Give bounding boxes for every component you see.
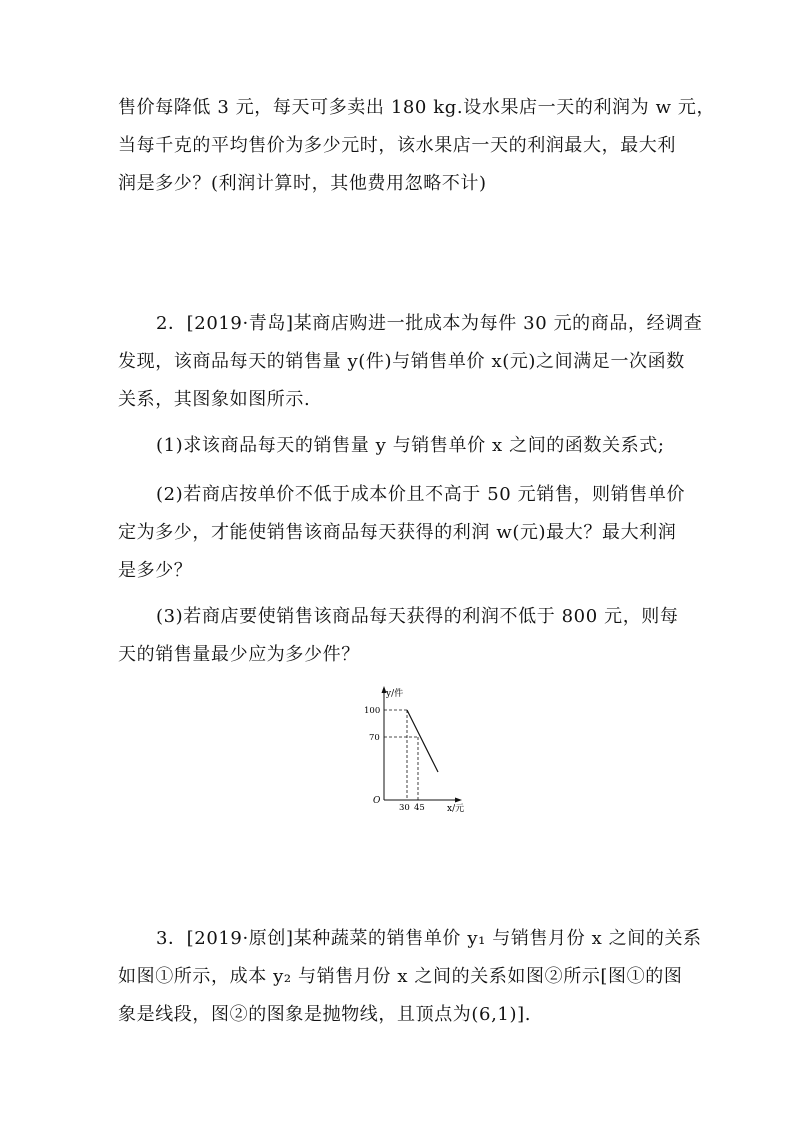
problem2-part3-line-1: (3)若商店要使销售该商品每天获得的利润不低于 800 元，则每	[156, 606, 679, 627]
problem2-line-1: 2．[2019·青岛]某商店购进一批成本为每件 30 元的商品，经调查	[156, 313, 703, 334]
y-tick-100: 100	[364, 706, 381, 716]
function-line	[407, 710, 438, 772]
problem1-line-3: 润是多少？(利润计算时，其他费用忽略不计)	[118, 173, 487, 194]
problem3-line-2: 如图①所示，成本 y₂ 与销售月份 x 之间的关系如图②所示[图①的图	[118, 966, 683, 987]
problem1-line-2: 当每千克的平均售价为多少元时，该水果店一天的利润最大，最大利	[118, 135, 676, 156]
problem2-line-2: 发现，该商品每天的销售量 y(件)与销售单价 x(元)之间满足一次函数	[118, 351, 685, 372]
y-tick-70: 70	[369, 733, 380, 743]
x-tick-45: 45	[414, 803, 425, 813]
x-axis-label: x/元	[447, 804, 465, 814]
problem3-line-1: 3．[2019·原创]某种蔬菜的销售单价 y₁ 与销售月份 x 之间的关系	[156, 928, 702, 949]
problem1-line-1: 售价每降低 3 元，每天可多卖出 180 kg.设水果店一天的利润为 w 元，	[118, 97, 716, 118]
y-axis-label: y/件	[386, 689, 404, 699]
sales-graph	[362, 682, 472, 814]
x-axis-arrow	[455, 798, 462, 803]
problem2-part2-line-3: 是多少？	[118, 560, 193, 581]
problem2-part3-line-2: 天的销售量最少应为多少件？	[118, 644, 360, 665]
problem2-part2-line-2: 定为多少，才能使销售该商品每天获得的利润 w(元)最大？最大利润	[118, 522, 677, 543]
x-tick-30: 30	[399, 803, 410, 813]
problem2-part1: (1)求该商品每天的销售量 y 与销售单价 x 之间的函数关系式;	[156, 435, 665, 456]
problem2-part2-line-1: (2)若商店按单价不低于成本价且不高于 50 元销售，则销售单价	[156, 484, 686, 505]
origin-label: O	[373, 796, 381, 806]
problem3-line-3: 象是线段，图②的图象是抛物线，且顶点为(6,1)].	[118, 1004, 532, 1025]
problem2-line-3: 关系，其图象如图所示.	[118, 389, 311, 410]
